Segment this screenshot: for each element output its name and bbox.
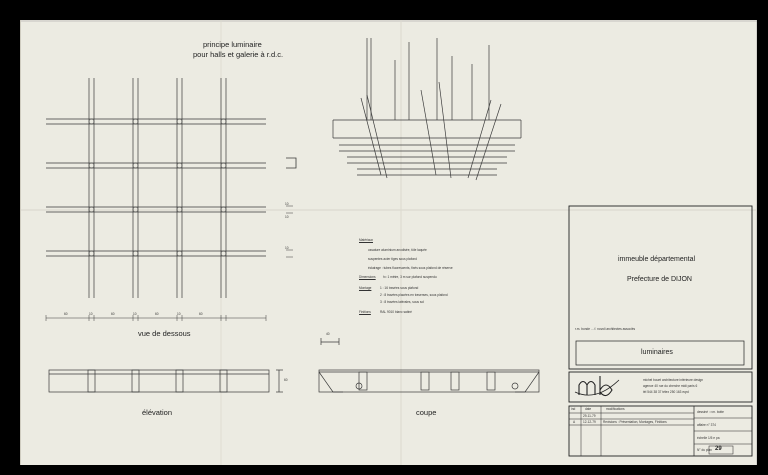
notes-montage-line: 3 : 8 travées latérales, sous sol <box>380 300 424 304</box>
notes-line: éclairage : tubes fluorescents, fixés sous plafond de réserve <box>368 266 453 270</box>
revision-ind: A <box>573 419 576 424</box>
technical-drawing <box>21 20 757 465</box>
dimension-label: 60 <box>199 312 203 316</box>
dimension-label: 60 <box>111 312 115 316</box>
plan-vertical-beams <box>89 78 226 298</box>
section-coupe-view <box>319 338 539 392</box>
architects: r.m. bonde ... f. novoli architectes associés <box>575 327 636 331</box>
dimension-label: 10 <box>133 312 137 316</box>
luminaire-section-view <box>333 38 521 180</box>
title-block-frame <box>569 206 752 456</box>
dimension-label: 60 <box>64 312 68 316</box>
drawing-sheet <box>20 20 757 465</box>
firm-line: agence 40 rue du cherche midi paris 6 <box>643 384 698 388</box>
notes-header: Matériaux <box>359 238 373 242</box>
dimension-label: 10 <box>177 312 181 316</box>
elevation-view-label: élévation <box>142 408 173 417</box>
firm-line: tél 544 38 37 télex 250 163 eqrd <box>643 390 689 394</box>
project-name: immeuble départemental <box>618 256 696 263</box>
revision-date: 12-12-79 <box>583 419 596 424</box>
elevation-view <box>49 370 283 392</box>
notes-dimensions-label: Dimensions <box>359 275 376 279</box>
notes-montage-line: 2 : 8 travées placées en traverses, sous plafond <box>380 293 448 297</box>
notes-montage-line: 1 : 16 travées sous plafond <box>380 286 419 290</box>
scale: échelle 1/5 e pa <box>697 436 720 440</box>
coupe-width-dim: 40 <box>326 332 330 336</box>
plan-number-label: N° du plan <box>697 448 712 452</box>
section-view-label: coupe <box>416 408 437 417</box>
firm-line: michel bouet architecture intérieure design <box>643 378 704 382</box>
dimension-label: 10 <box>89 312 93 316</box>
plan-nodes <box>89 119 226 256</box>
corner-mark <box>286 158 296 168</box>
job-number: affaire n° 374 <box>697 423 716 427</box>
table-header-date: date <box>585 407 592 411</box>
revision-date: 29-11-79 <box>583 413 596 418</box>
notes-dimensions-text: h= 1 mètre, 3 m sur plafond suspendu <box>383 275 437 279</box>
side-dimension: 10 <box>285 246 289 250</box>
table-header-modifications: modifications <box>606 407 625 411</box>
notes-finish-text: RAL 9010 blanc satiné <box>380 310 412 314</box>
revision-modifications: Revisions : Présentation, Montages, Finitions <box>603 419 667 424</box>
table-header-ind: ind <box>571 407 576 411</box>
plan-horizontal-beams <box>46 119 266 256</box>
notes-montage-label: Montage <box>359 286 372 290</box>
project-location: Prefecture de DIJON <box>627 276 692 283</box>
notes-line: suspentes acier tiges sous plafond <box>368 257 417 261</box>
side-dimension: 10 <box>285 215 289 219</box>
drawn-by: dessiné : r.m. botte <box>697 410 724 414</box>
underside-plan <box>46 78 296 321</box>
drawing-title-line2: pour halls et galerie à r.d.c. <box>193 50 284 59</box>
notes-finish-label: Finitions <box>359 310 371 314</box>
underside-view-label: vue de dessous <box>138 329 191 338</box>
elevation-height-dim: 60 <box>284 378 288 382</box>
mb-logo <box>575 376 619 396</box>
plan-number: 29 <box>715 446 722 452</box>
drawing-title-line1: principe luminaire <box>203 40 262 49</box>
side-dimension: 10 <box>285 202 289 206</box>
sheet-title: luminaires <box>641 349 673 356</box>
dimension-label: 60 <box>155 312 159 316</box>
notes-line: ossature aluminium anodisée, tôle laquée <box>368 248 427 252</box>
